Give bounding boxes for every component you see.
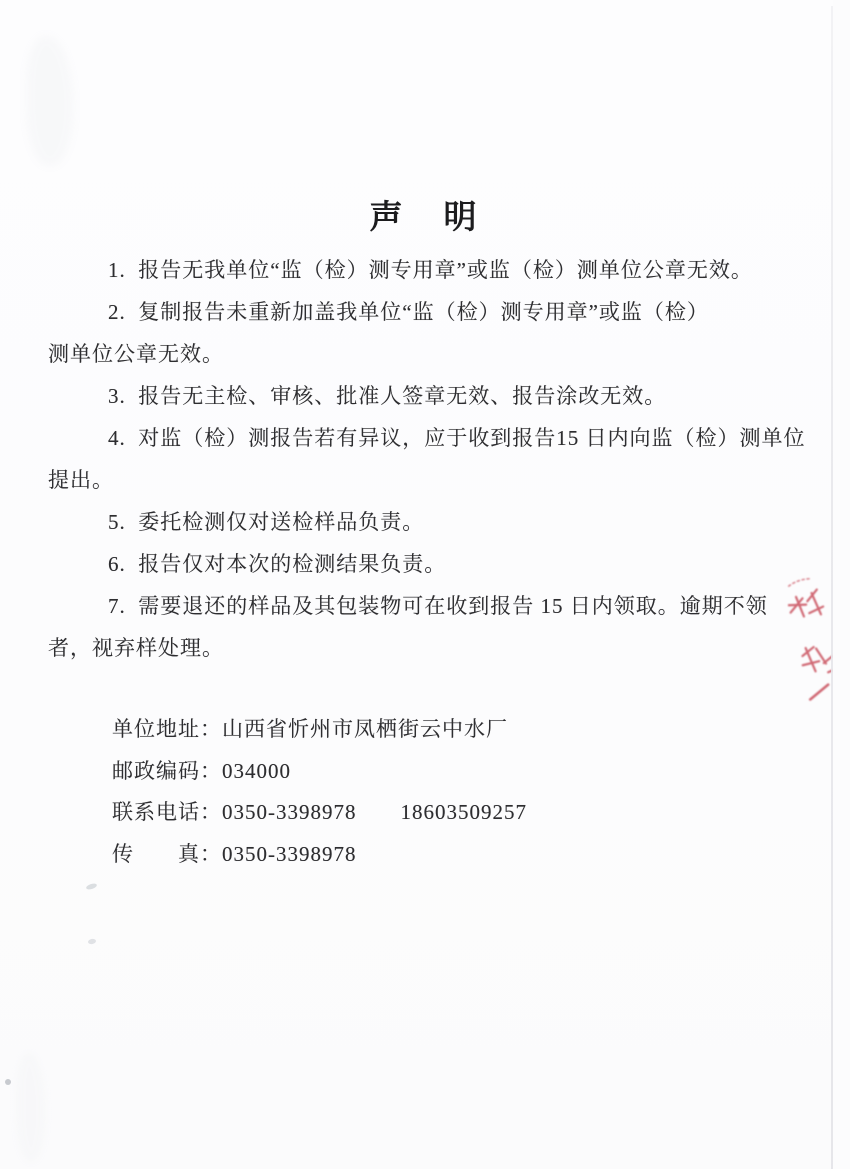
statement-line: 5. 委托检测仅对送检样品负责。 [108,510,425,534]
contact-value: 0350-3398978 [222,841,357,866]
statement-line: 2. 复制报告未重新加盖我单位“监（检）测专用章”或监（检） [108,300,709,324]
statement-line: 提出。 [48,468,114,492]
statement-line: 6. 报告仅对本次的检测结果负责。 [108,552,447,576]
statement-item [48,375,806,417]
scan-speck [5,1079,11,1085]
contact-block [112,709,527,875]
statement-line: 3. 报告无主检、审核、批准人签章无效、报告涂改无效。 [108,384,667,408]
contact-line [112,792,527,834]
scan-speck [88,938,97,944]
contact-line [112,834,527,876]
statement-line: 7. 需要退还的样品及其包装物可在收到报告 15 日内领取。逾期不领 [108,594,768,618]
contact-label: 传 真： [112,841,222,866]
statement-item [48,249,806,291]
statement-item [48,291,806,375]
scan-smudge [26,36,74,166]
contact-value: 0350-3398978 18603509257 [222,800,527,824]
page-edge-strip [833,0,850,1169]
scan-smudge [16,1052,46,1162]
statement-line: 4. 对监（检）测报告若有异议，应于收到报告15 日内向监（检）测单位 [108,426,806,450]
scan-speck [85,882,97,890]
statement-line: 者，视弃样处理。 [48,636,224,660]
contact-line [112,709,527,751]
contact-label: 邮政编码： [112,758,222,783]
statement-item [48,501,806,543]
contact-value: 034000 [222,758,291,783]
contact-label: 单位地址： [112,717,222,741]
page-title: 声 明 [369,198,481,235]
statement-list [48,249,806,669]
statement-line: 测单位公章无效。 [48,342,224,366]
statement-item [48,417,806,501]
contact-line [112,751,527,793]
statement-item [48,585,806,669]
contact-label: 联系电话： [112,800,222,824]
statement-line: 1. 报告无我单位“监（检）测专用章”或监（检）测单位公章无效。 [108,258,753,282]
contact-value: 山西省忻州市凤栖街云中水厂 [222,717,508,741]
page-edge-line [831,6,833,1169]
statement-item [48,543,806,585]
red-stamp-fragment [788,562,833,737]
